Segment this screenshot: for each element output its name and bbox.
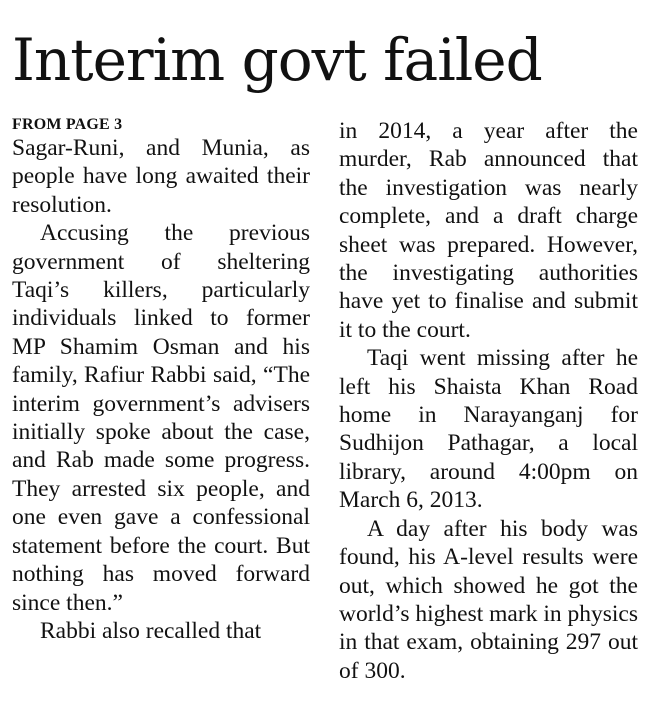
article-paragraph: Rabbi also recalled that — [40, 617, 262, 644]
continuation-kicker: FROM PAGE 3 — [12, 116, 123, 133]
article-column-right — [339, 117, 638, 685]
article-paragraph: A day after his body was found, his A-level results were out, which showed he got the world’s highest mark in physics in that exam, obtaining 297 out of 300. — [339, 515, 638, 684]
article-paragraph: in 2014, a year after the murder, Rab announced that the investigation was nearly complete, and a draft charge sheet was prepared. However, the investigating authorities have yet to finalise and submit it to the court. — [339, 118, 638, 343]
article-paragraph: Accusing the previous government of sheltering Taqi’s killers, particularly individuals linked to former MP Shamim Osman and his family, Rafiur Rabbi said, “The interim government’s advisers initially spoke about the case, and Rab made some progress. They arrested six people, and one even gave a confessional statement before the court. But nothing has moved forward since then.” — [12, 220, 310, 616]
article-paragraph: Sagar-Runi, and Munia, as people have long awaited their resolution. — [12, 135, 310, 218]
headline: Interim govt failed — [12, 26, 542, 94]
article-paragraph: Taqi went missing after he left his Shaista Khan Road home in Narayanganj for Sudhijon Pathagar, a local library, around 4:00pm on March 6, 2013. — [339, 345, 638, 514]
article-column-left — [12, 115, 310, 645]
